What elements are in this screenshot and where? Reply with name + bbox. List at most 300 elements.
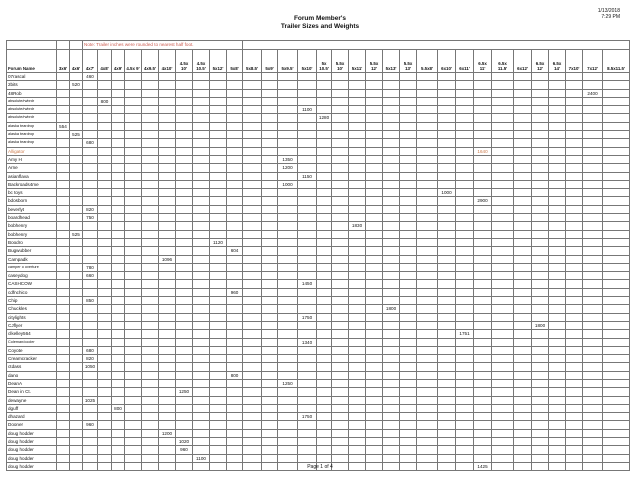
empty-cell [70, 388, 83, 396]
empty-cell [456, 197, 474, 205]
empty-cell [193, 338, 210, 346]
empty-cell [243, 305, 262, 313]
empty-cell [243, 97, 262, 105]
empty-cell [383, 388, 400, 396]
empty-cell [298, 379, 317, 387]
empty-cell [566, 297, 583, 305]
empty-cell [438, 330, 456, 338]
empty-cell [83, 429, 98, 437]
empty-cell [70, 73, 83, 81]
column-header-size: 4x10' [159, 50, 176, 73]
member-name: Arne [7, 164, 57, 172]
weight-value: 525 [70, 131, 83, 139]
empty-cell [142, 313, 159, 321]
empty-cell [456, 172, 474, 180]
empty-cell [583, 413, 603, 421]
weight-value: 1050 [83, 363, 98, 371]
empty-cell [583, 131, 603, 139]
empty-cell [532, 222, 549, 230]
empty-cell [566, 429, 583, 437]
empty-cell [262, 446, 278, 454]
empty-cell [193, 147, 210, 155]
empty-cell [332, 288, 349, 296]
empty-cell [210, 255, 227, 263]
empty-cell [456, 388, 474, 396]
empty-cell [70, 313, 83, 321]
member-name: CASHCOW [7, 280, 57, 288]
empty-cell [227, 321, 243, 329]
weight-value: 960 [176, 446, 193, 454]
empty-cell [549, 106, 566, 114]
empty-cell [566, 388, 583, 396]
empty-cell [492, 81, 514, 89]
empty-cell [417, 280, 438, 288]
empty-cell [176, 238, 193, 246]
empty-cell [57, 230, 70, 238]
empty-cell [532, 454, 549, 462]
empty-cell [549, 263, 566, 271]
empty-cell [176, 338, 193, 346]
empty-cell [83, 313, 98, 321]
empty-cell [243, 388, 262, 396]
empty-cell [70, 214, 83, 222]
empty-cell [210, 355, 227, 363]
empty-cell [159, 238, 176, 246]
empty-cell [125, 97, 142, 105]
weight-value: 1100 [193, 454, 210, 462]
empty-cell [583, 454, 603, 462]
empty-cell [400, 280, 417, 288]
empty-cell [243, 438, 262, 446]
empty-cell [366, 363, 383, 371]
empty-cell [514, 139, 532, 147]
empty-cell [417, 305, 438, 313]
empty-cell [57, 81, 70, 89]
empty-cell [278, 363, 298, 371]
member-name: Boodro [7, 238, 57, 246]
empty-cell [383, 247, 400, 255]
column-header-size: 4.5x 10.5' [193, 50, 210, 73]
empty-cell [383, 396, 400, 404]
empty-cell [98, 189, 112, 197]
empty-cell [383, 297, 400, 305]
empty-cell [532, 355, 549, 363]
empty-cell [193, 288, 210, 296]
empty-cell [474, 413, 492, 421]
empty-cell [474, 313, 492, 321]
empty-cell [125, 114, 142, 122]
empty-cell [400, 446, 417, 454]
empty-cell [278, 388, 298, 396]
empty-cell [243, 147, 262, 155]
empty-cell [456, 413, 474, 421]
member-name: absolute/rwbrdr [7, 97, 57, 105]
empty-cell [583, 238, 603, 246]
empty-cell [583, 106, 603, 114]
empty-cell [383, 454, 400, 462]
empty-cell [176, 346, 193, 354]
empty-cell [98, 321, 112, 329]
empty-cell [532, 131, 549, 139]
empty-cell [278, 438, 298, 446]
empty-cell [317, 255, 332, 263]
column-header-size: 4x9' [112, 50, 125, 73]
empty-cell [349, 180, 366, 188]
empty-cell [278, 197, 298, 205]
empty-cell [298, 147, 317, 155]
empty-cell [176, 396, 193, 404]
member-name: Bugwubber [7, 247, 57, 255]
empty-cell [70, 263, 83, 271]
empty-cell [438, 238, 456, 246]
empty-cell [603, 288, 630, 296]
empty-cell [438, 413, 456, 421]
print-time: 7:29 PM [601, 14, 620, 20]
table-row [7, 355, 630, 363]
empty-cell [583, 305, 603, 313]
weight-value: 1350 [278, 155, 298, 163]
empty-cell [98, 122, 112, 130]
empty-cell [125, 363, 142, 371]
empty-cell [438, 230, 456, 238]
empty-cell [514, 81, 532, 89]
empty-cell [456, 454, 474, 462]
empty-cell [583, 222, 603, 230]
empty-cell [583, 421, 603, 429]
empty-cell [438, 131, 456, 139]
empty-cell [98, 214, 112, 222]
table-row [7, 155, 630, 163]
empty-cell [417, 255, 438, 263]
empty-cell [366, 330, 383, 338]
empty-cell [210, 81, 227, 89]
empty-cell [332, 164, 349, 172]
empty-cell [159, 363, 176, 371]
empty-cell [227, 313, 243, 321]
empty-cell [112, 272, 125, 280]
empty-cell [400, 338, 417, 346]
empty-cell [298, 97, 317, 105]
empty-cell [349, 155, 366, 163]
empty-cell [366, 122, 383, 130]
empty-cell [278, 147, 298, 155]
table-row [7, 89, 630, 97]
empty-cell [83, 180, 98, 188]
empty-cell [227, 205, 243, 213]
empty-cell [193, 255, 210, 263]
empty-cell [210, 438, 227, 446]
empty-cell [603, 230, 630, 238]
empty-cell [400, 363, 417, 371]
empty-cell [514, 172, 532, 180]
empty-cell [456, 122, 474, 130]
empty-cell [532, 139, 549, 147]
table-row [7, 122, 630, 130]
empty-cell [549, 413, 566, 421]
empty-cell [438, 280, 456, 288]
empty-cell [583, 164, 603, 172]
empty-cell [492, 205, 514, 213]
empty-cell [514, 164, 532, 172]
empty-cell [176, 73, 193, 81]
empty-cell [210, 155, 227, 163]
empty-cell [349, 429, 366, 437]
empty-cell [603, 114, 630, 122]
column-header-size: 7x12' [583, 50, 603, 73]
empty-cell [193, 114, 210, 122]
empty-cell [456, 429, 474, 437]
weight-value: 1120 [210, 238, 227, 246]
empty-cell [227, 106, 243, 114]
empty-cell [583, 355, 603, 363]
empty-cell [159, 197, 176, 205]
empty-cell [383, 205, 400, 213]
empty-cell [57, 189, 70, 197]
empty-cell [210, 297, 227, 305]
empty-cell [70, 139, 83, 147]
empty-cell [193, 330, 210, 338]
empty-cell [383, 230, 400, 238]
member-name: dguff [7, 404, 57, 412]
empty-cell [83, 338, 98, 346]
empty-cell [349, 379, 366, 387]
empty-cell [142, 114, 159, 122]
empty-cell [70, 197, 83, 205]
empty-cell [176, 180, 193, 188]
empty-cell [603, 429, 630, 437]
empty-cell [142, 106, 159, 114]
member-name: 07rascal [7, 73, 57, 81]
weight-value: 2400 [583, 89, 603, 97]
empty-cell [125, 197, 142, 205]
member-name: camper o overture [7, 263, 57, 271]
empty-cell [383, 214, 400, 222]
empty-cell [159, 338, 176, 346]
empty-cell [70, 404, 83, 412]
member-name: alaska teardrop [7, 131, 57, 139]
empty-cell [210, 189, 227, 197]
empty-cell [456, 205, 474, 213]
empty-cell [366, 313, 383, 321]
empty-cell [532, 122, 549, 130]
empty-cell [125, 164, 142, 172]
empty-cell [83, 164, 98, 172]
empty-cell [417, 363, 438, 371]
empty-cell [243, 263, 262, 271]
empty-cell [57, 305, 70, 313]
empty-cell [349, 164, 366, 172]
member-name: Chuckles [7, 305, 57, 313]
empty-cell [262, 205, 278, 213]
empty-cell [227, 172, 243, 180]
column-header-forum-name: Forum Name [7, 50, 57, 73]
table-row [7, 81, 630, 89]
empty-cell [438, 288, 456, 296]
empty-cell [262, 338, 278, 346]
empty-cell [70, 321, 83, 329]
empty-cell [456, 338, 474, 346]
empty-cell [349, 280, 366, 288]
table-row [7, 238, 630, 246]
empty-cell [298, 180, 317, 188]
empty-cell [70, 238, 83, 246]
empty-cell [492, 131, 514, 139]
empty-cell [583, 429, 603, 437]
empty-cell [492, 114, 514, 122]
empty-cell [438, 321, 456, 329]
empty-cell [193, 106, 210, 114]
empty-cell [227, 189, 243, 197]
empty-cell [57, 330, 70, 338]
empty-cell [159, 122, 176, 130]
column-header-size: 4x8' [98, 50, 112, 73]
empty-cell [332, 73, 349, 81]
empty-cell [278, 114, 298, 122]
table-row [7, 371, 630, 379]
member-name: bobhenry [7, 230, 57, 238]
empty-cell [603, 189, 630, 197]
column-header-size: 4.5x 10' [176, 50, 193, 73]
empty-cell [317, 363, 332, 371]
empty-cell [176, 330, 193, 338]
empty-cell [332, 446, 349, 454]
empty-cell [349, 214, 366, 222]
empty-cell [549, 114, 566, 122]
empty-cell [142, 371, 159, 379]
empty-cell [210, 89, 227, 97]
empty-cell [262, 355, 278, 363]
empty-cell [366, 114, 383, 122]
empty-cell [142, 89, 159, 97]
column-header-size: 5x12' [210, 50, 227, 73]
empty-cell [417, 413, 438, 421]
empty-cell [112, 313, 125, 321]
empty-cell [317, 272, 332, 280]
empty-cell [492, 404, 514, 412]
member-name: doug hodder [7, 462, 57, 470]
empty-cell [159, 404, 176, 412]
weight-value: 460 [83, 73, 98, 81]
empty-cell [566, 379, 583, 387]
empty-cell [566, 131, 583, 139]
empty-cell [98, 371, 112, 379]
empty-cell [193, 205, 210, 213]
empty-cell [603, 272, 630, 280]
empty-cell [514, 238, 532, 246]
empty-cell [549, 404, 566, 412]
empty-cell [400, 131, 417, 139]
empty-cell [417, 122, 438, 130]
empty-cell [57, 346, 70, 354]
empty-cell [193, 197, 210, 205]
empty-cell [193, 379, 210, 387]
empty-cell [159, 155, 176, 163]
empty-cell [492, 180, 514, 188]
empty-cell [438, 438, 456, 446]
empty-cell [112, 263, 125, 271]
empty-cell [492, 396, 514, 404]
empty-cell [474, 155, 492, 163]
empty-cell [243, 114, 262, 122]
empty-cell [262, 172, 278, 180]
empty-cell [349, 131, 366, 139]
empty-cell [243, 355, 262, 363]
table-row [7, 106, 630, 114]
empty-cell [262, 305, 278, 313]
empty-cell [317, 346, 332, 354]
empty-cell [603, 379, 630, 387]
empty-cell [83, 280, 98, 288]
empty-cell [57, 106, 70, 114]
empty-cell [474, 230, 492, 238]
table-row [7, 388, 630, 396]
empty-cell [70, 180, 83, 188]
member-name: cdfnchico [7, 288, 57, 296]
member-name: Coyote [7, 346, 57, 354]
empty-cell [57, 396, 70, 404]
empty-cell [298, 189, 317, 197]
empty-cell [317, 214, 332, 222]
empty-cell [262, 147, 278, 155]
empty-cell [262, 379, 278, 387]
empty-cell [176, 81, 193, 89]
empty-cell [549, 388, 566, 396]
empty-cell [383, 280, 400, 288]
empty-cell [262, 255, 278, 263]
empty-cell [366, 222, 383, 230]
empty-cell [176, 164, 193, 172]
empty-cell [176, 122, 193, 130]
table-row [7, 438, 630, 446]
empty-cell [98, 404, 112, 412]
empty-cell [98, 355, 112, 363]
empty-cell [243, 421, 262, 429]
empty-cell [98, 255, 112, 263]
empty-cell [210, 396, 227, 404]
empty-cell [583, 155, 603, 163]
empty-cell [176, 222, 193, 230]
empty-cell [417, 81, 438, 89]
empty-cell [456, 180, 474, 188]
empty-cell [366, 147, 383, 155]
empty-cell [142, 454, 159, 462]
weight-value: 1096 [159, 255, 176, 263]
member-name: absolute/rwbrdr [7, 114, 57, 122]
table-row [7, 396, 630, 404]
empty-cell [70, 280, 83, 288]
empty-cell [142, 238, 159, 246]
empty-cell [366, 189, 383, 197]
empty-cell [366, 446, 383, 454]
empty-cell [142, 421, 159, 429]
empty-cell [83, 288, 98, 296]
empty-cell [98, 413, 112, 421]
column-header-size: 5x11' [349, 50, 366, 73]
empty-cell [298, 321, 317, 329]
empty-cell [549, 313, 566, 321]
empty-cell [549, 222, 566, 230]
empty-cell [603, 263, 630, 271]
empty-cell [438, 205, 456, 213]
empty-cell [262, 131, 278, 139]
empty-cell [349, 172, 366, 180]
empty-cell [98, 230, 112, 238]
empty-cell [400, 371, 417, 379]
empty-cell [210, 73, 227, 81]
empty-cell [125, 280, 142, 288]
empty-cell [566, 288, 583, 296]
empty-cell [332, 388, 349, 396]
